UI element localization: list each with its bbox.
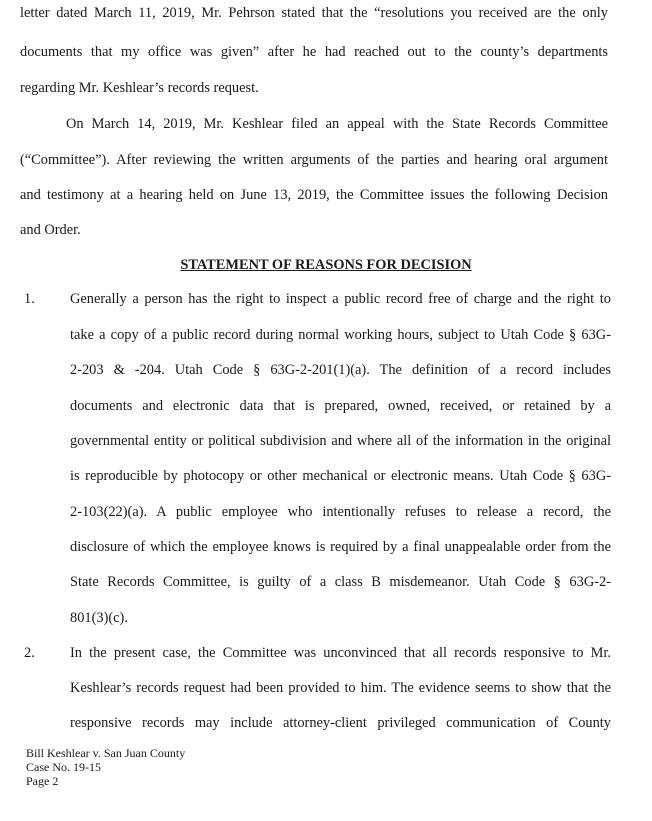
item-2-line-2: Keshlear’s records request had been provided to him. The evidence seems to show that the bbox=[70, 680, 611, 696]
appeal-line-4: and Order. bbox=[20, 222, 81, 238]
intro-line-1: letter dated March 11, 2019, Mr. Pehrson stated that the “resolutions you received are the only bbox=[20, 5, 608, 21]
footer-case-title: Bill Keshlear v. San Juan County bbox=[26, 746, 186, 760]
section-heading: STATEMENT OF REASONS FOR DECISION bbox=[180, 257, 472, 273]
item-number: 1. bbox=[24, 291, 35, 307]
appeal-line-2: (“Committee”). After reviewing the written arguments of the parties and hearing oral argument bbox=[20, 152, 608, 168]
item-1-line-6: is reproducible by photocopy or other mechanical or electronic means. Utah Code § 63G- bbox=[70, 468, 611, 484]
item-1-line-1: Generally a person has the right to inspect a public record free of charge and the right to bbox=[70, 291, 611, 307]
item-number: 2. bbox=[24, 645, 35, 661]
footer-case-number: Case No. 19-15 bbox=[26, 760, 101, 774]
item-1-line-10: 801(3)(c). bbox=[70, 610, 128, 626]
item-1-line-5: governmental entity or political subdivision and where all of the information in the original bbox=[70, 433, 611, 449]
appeal-line-3: and testimony at a hearing held on June 13, 2019, the Committee issues the following Decision bbox=[20, 187, 608, 203]
item-1-line-4: documents and electronic data that is prepared, owned, received, or retained by a bbox=[70, 398, 611, 414]
item-1-line-2: take a copy of a public record during normal working hours, subject to Utah Code § 63G- bbox=[70, 327, 611, 343]
intro-line-2: documents that my office was given” after he had reached out to the county’s departments bbox=[20, 44, 608, 60]
footer-page-number: Page 2 bbox=[26, 774, 59, 788]
item-2-line-1: In the present case, the Committee was unconvinced that all records responsive to Mr. bbox=[70, 645, 611, 661]
intro-line-3: regarding Mr. Keshlear’s records request. bbox=[20, 80, 259, 96]
item-1-line-8: disclosure of which the employee knows is required by a final unappealable order from the bbox=[70, 539, 611, 555]
item-1-line-3: 2-203 & -204. Utah Code § 63G-2-201(1)(a). The definition of a record includes bbox=[70, 362, 611, 378]
item-1-line-7: 2-103(22)(a). A public employee who intentionally refuses to release a record, the bbox=[70, 504, 611, 520]
item-1-line-9: State Records Committee, is guilty of a class B misdemeanor. Utah Code § 63G-2- bbox=[70, 574, 611, 590]
item-2-line-3: responsive records may include attorney-client privileged communication of County bbox=[70, 715, 611, 731]
appeal-line-1: On March 14, 2019, Mr. Keshlear filed an appeal with the State Records Committee bbox=[66, 116, 608, 132]
